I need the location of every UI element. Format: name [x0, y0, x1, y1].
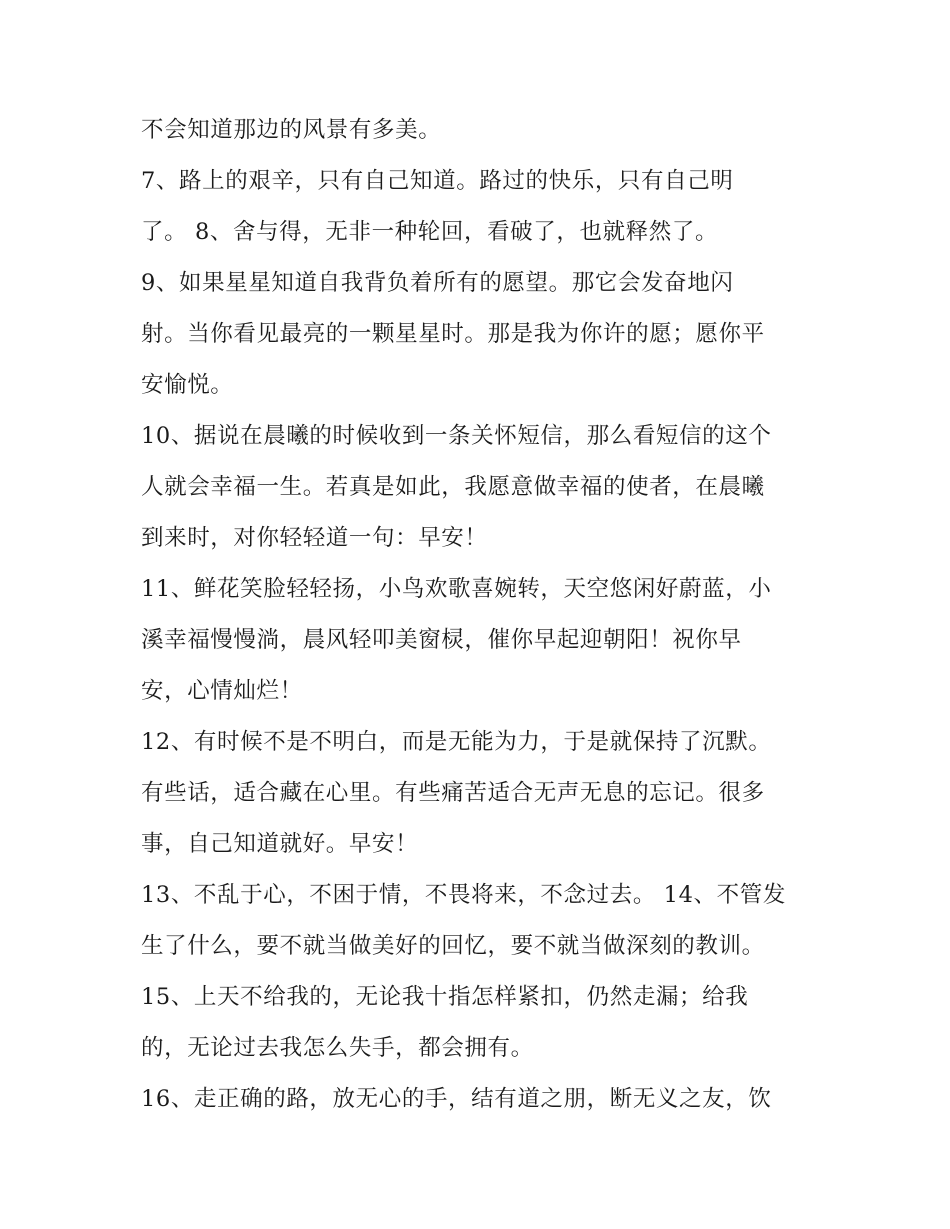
text-line: 安，心情灿烂！ [141, 678, 303, 704]
text-line: 事，自己知道就好。早安！ [141, 831, 419, 857]
text-line: 安愉悦。 [141, 372, 234, 398]
text-line: 的，无论过去我怎么失手，都会拥有。 [141, 1035, 534, 1061]
text-line: 了。 8、舍与得，无非一种轮回，看破了，也就释然了。 [141, 219, 719, 245]
text-line: 16、走正确的路，放无心的手，结有道之朋，断无义之友，饮 [141, 1086, 772, 1112]
text-line: 15、上天不给我的，无论我十指怎样紧扣，仍然走漏；给我 [141, 984, 749, 1010]
text-line: 10、据说在晨曦的时候收到一条关怀短信，那么看短信的这个 [141, 423, 772, 449]
text-line: 到来时，对你轻轻道一句：早安！ [141, 525, 488, 551]
text-line: 13、不乱于心，不困于情，不畏将来，不念过去。 14、不管发 [141, 882, 786, 908]
text-line: 溪幸福慢慢淌，晨风轻叩美窗棂，催你早起迎朝阳！祝你早 [141, 627, 742, 653]
text-line: 人就会幸福一生。若真是如此，我愿意做幸福的使者，在晨曦 [141, 474, 765, 500]
text-line: 不会知道那边的风景有多美。 [141, 117, 442, 143]
text-line: 射。当你看见最亮的一颗星星时。那是我为你许的愿；愿你平 [141, 321, 765, 347]
text-line: 7、路上的艰辛，只有自己知道。路过的快乐，只有自己明 [141, 168, 734, 194]
text-line: 生了什么，要不就当做美好的回忆，要不就当做深刻的教训。 [141, 933, 765, 959]
text-line: 9、如果星星知道自我背负着所有的愿望。那它会发奋地闪 [141, 270, 734, 296]
text-line: 12、有时候不是不明白，而是无能为力，于是就保持了沉默。 [141, 729, 772, 755]
text-line: 11、鲜花笑脸轻轻扬，小鸟欢歌喜婉转，天空悠闲好蔚蓝，小 [141, 576, 772, 602]
text-line: 有些话，适合藏在心里。有些痛苦适合无声无息的忘记。很多 [141, 780, 765, 806]
